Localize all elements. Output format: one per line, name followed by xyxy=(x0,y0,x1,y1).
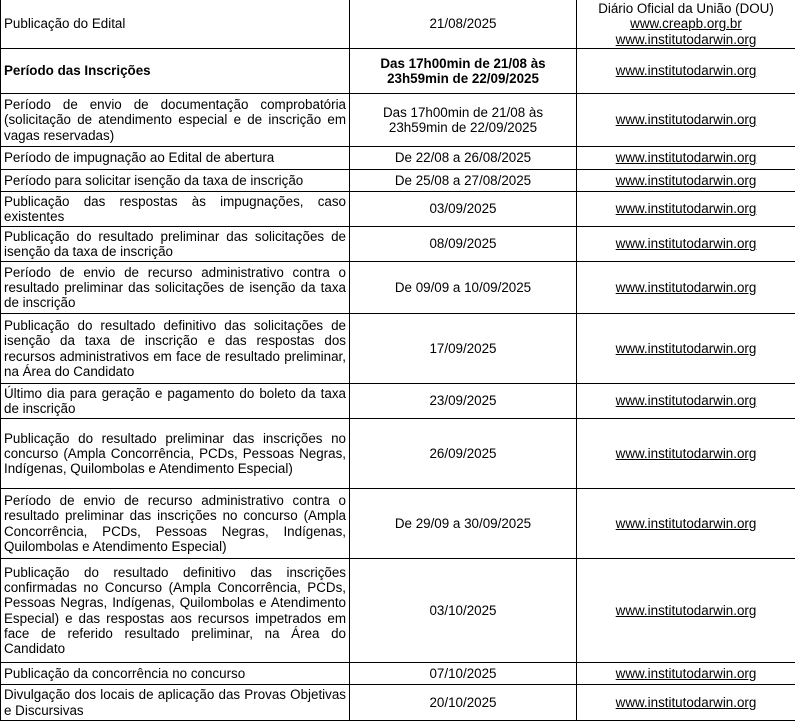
source-link[interactable]: www.institutodarwin.org xyxy=(580,666,792,681)
source-link[interactable]: www.institutodarwin.org xyxy=(580,236,792,251)
date-cell: 17/09/2025 xyxy=(350,314,577,384)
table-row xyxy=(1,685,795,721)
source-cell xyxy=(577,49,795,94)
source-link[interactable]: www.institutodarwin.org xyxy=(580,341,792,356)
source-text: Diário Oficial da União (DOU) xyxy=(580,1,792,16)
source-link[interactable]: www.institutodarwin.org xyxy=(580,32,792,47)
table-row xyxy=(1,49,795,94)
table-row xyxy=(1,147,795,170)
event-cell: Período para solicitar isenção da taxa de inscrição xyxy=(1,170,350,192)
event-cell: Publicação das respostas às impugnações, caso existentes xyxy=(1,192,350,227)
date-cell: 21/08/2025 xyxy=(350,0,577,49)
source-link[interactable]: www.institutodarwin.org xyxy=(580,280,792,295)
event-cell: Período das Inscrições xyxy=(1,49,350,94)
source-cell xyxy=(577,94,795,147)
source-cell xyxy=(577,170,795,192)
source-cell xyxy=(577,663,795,685)
source-link[interactable]: www.institutodarwin.org xyxy=(580,393,792,408)
date-cell: Das 17h00min de 21/08 às 23h59min de 22/09/2025 xyxy=(350,49,577,94)
date-cell: 23/09/2025 xyxy=(350,384,577,419)
date-cell: 08/09/2025 xyxy=(350,227,577,262)
source-cell xyxy=(577,384,795,419)
event-cell: Publicação do resultado definitivo das solicitações de isenção da taxa de inscrição e das respostas dos recursos administrativos em face de resultado preliminar, na Área do Candidato xyxy=(1,314,350,384)
source-link[interactable]: www.institutodarwin.org xyxy=(580,63,792,78)
date-cell: 03/09/2025 xyxy=(350,192,577,227)
source-cell xyxy=(577,192,795,227)
source-cell xyxy=(577,559,795,663)
event-cell: Publicação do resultado definitivo das inscrições confirmadas no Concurso (Ampla Concorrência, PCDs, Pessoas Negras, Indígenas, Quilombolas e Atendimento Especial) e das respostas aos recursos impetrados em face de referido resultado preliminar, na Área do Candidato xyxy=(1,559,350,663)
source-cell xyxy=(577,685,795,721)
event-cell: Publicação do Edital xyxy=(1,0,350,49)
date-cell: 07/10/2025 xyxy=(350,663,577,685)
table-row xyxy=(1,227,795,262)
date-cell: De 09/09 a 10/09/2025 xyxy=(350,262,577,314)
source-link[interactable]: www.institutodarwin.org xyxy=(580,112,792,127)
source-cell xyxy=(577,419,795,489)
source-link[interactable]: www.institutodarwin.org xyxy=(580,695,792,710)
schedule-table-body xyxy=(1,0,795,721)
table-row xyxy=(1,489,795,559)
event-cell: Último dia para geração e pagamento do boleto da taxa de inscrição xyxy=(1,384,350,419)
date-cell: 26/09/2025 xyxy=(350,419,577,489)
event-cell: Publicação do resultado preliminar das solicitações de isenção da taxa de inscrição xyxy=(1,227,350,262)
table-row xyxy=(1,192,795,227)
date-cell: De 22/08 a 26/08/2025 xyxy=(350,147,577,170)
table-row xyxy=(1,559,795,663)
source-link[interactable]: www.institutodarwin.org xyxy=(580,201,792,216)
event-cell: Período de envio de recurso administrativo contra o resultado preliminar das inscrições no concurso (Ampla Concorrência, PCDs, Pessoas Negras, Indígenas, Quilombolas e Atendimento Especial) xyxy=(1,489,350,559)
source-link[interactable]: www.creapb.org.br xyxy=(580,16,792,31)
event-cell: Período de envio de recurso administrativo contra o resultado preliminar das solicitações de isenção da taxa de inscrição xyxy=(1,262,350,314)
source-link[interactable]: www.institutodarwin.org xyxy=(580,446,792,461)
source-link[interactable]: www.institutodarwin.org xyxy=(580,603,792,618)
source-cell xyxy=(577,0,795,49)
source-cell xyxy=(577,314,795,384)
source-link[interactable]: www.institutodarwin.org xyxy=(580,516,792,531)
date-cell: 20/10/2025 xyxy=(350,685,577,721)
source-cell xyxy=(577,489,795,559)
source-link[interactable]: www.institutodarwin.org xyxy=(580,173,792,188)
table-row xyxy=(1,384,795,419)
table-row xyxy=(1,94,795,147)
table-row xyxy=(1,419,795,489)
table-row xyxy=(1,0,795,49)
event-cell: Divulgação dos locais de aplicação das Provas Objetivas e Discursivas xyxy=(1,685,350,721)
event-cell: Período de impugnação ao Edital de abertura xyxy=(1,147,350,170)
source-cell xyxy=(577,147,795,170)
date-cell: 03/10/2025 xyxy=(350,559,577,663)
date-cell: De 29/09 a 30/09/2025 xyxy=(350,489,577,559)
table-row xyxy=(1,170,795,192)
source-link[interactable]: www.institutodarwin.org xyxy=(580,150,792,165)
source-cell xyxy=(577,262,795,314)
date-cell: Das 17h00min de 21/08 às 23h59min de 22/09/2025 xyxy=(350,94,577,147)
date-cell: De 25/08 a 27/08/2025 xyxy=(350,170,577,192)
event-cell: Publicação do resultado preliminar das inscrições no concurso (Ampla Concorrência, PCDs, Pessoas Negras, Indígenas, Quilombolas e Atendimento Especial) xyxy=(1,419,350,489)
event-cell: Período de envio de documentação comprobatória (solicitação de atendimento especial e de inscrição em vagas reservadas) xyxy=(1,94,350,147)
source-cell xyxy=(577,227,795,262)
event-cell: Publicação da concorrência no concurso xyxy=(1,663,350,685)
table-row xyxy=(1,663,795,685)
table-row xyxy=(1,314,795,384)
table-row xyxy=(1,262,795,314)
